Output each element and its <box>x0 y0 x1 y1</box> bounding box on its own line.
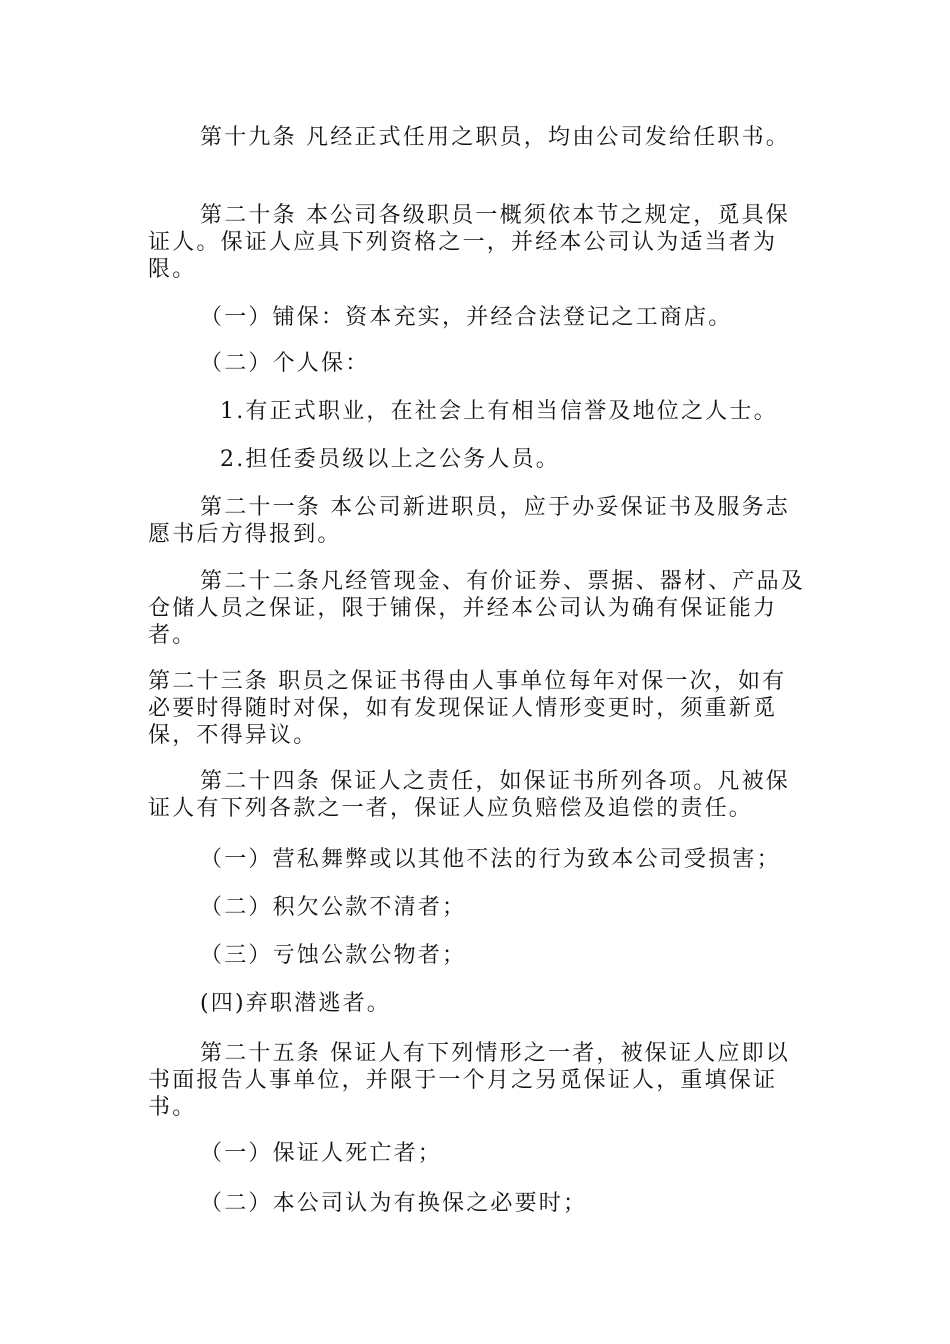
article-20-item-2: （二）个人保： <box>200 351 370 376</box>
article-20: 第二十条 本公司各级职员一概须依本节之规定，觅具保证人。保证人应具下列资格之一，并经本公司认为适当者为限。 <box>148 203 790 282</box>
article-25-item-2: （二）本公司认为有换保之必要时； <box>200 1191 588 1216</box>
article-19: 第十九条 凡经正式任用之职员，均由公司发给任职书。 <box>200 125 790 150</box>
article-24-item-3: （三）亏蚀公款公物者； <box>200 943 467 968</box>
article-24-item-1: （一）营私舞弊或以其他不法的行为致本公司受损害； <box>200 847 781 872</box>
article-20-item-1: （一）铺保：资本充实，并经合法登记之工商店。 <box>200 305 733 330</box>
article-21: 第二十一条 本公司新进职员，应于办妥保证书及服务志愿书后方得报到。 <box>148 495 790 547</box>
article-24-item-2: （二）积欠公款不清者； <box>200 895 467 920</box>
article-20-item-2-sub-1: 1.有正式职业，在社会上有相当信誉及地位之人士。 <box>220 399 778 424</box>
article-20-item-2-sub-2: 2.担任委员级以上之公务人员。 <box>220 447 560 472</box>
article-25: 第二十五条 保证人有下列情形之一者，被保证人应即以书面报告人事单位，并限于一个月之另觅保证人，重填保证书。 <box>148 1041 790 1120</box>
article-23: 第二十三条 职员之保证书得由人事单位每年对保一次，如有必要时得随时对保，如有发现保证人情形变更时，须重新觅保，不得异议。 <box>148 669 787 748</box>
article-22: 第二十二条凡经管现金、有价证券、票据、器材、产品及仓储人员之保证，限于铺保，并经本公司认为确有保证能力者。 <box>148 569 806 648</box>
article-24: 第二十四条 保证人之责任，如保证书所列各项。凡被保证人有下列各款之一者，保证人应负赔偿及追偿的责任。 <box>148 769 790 821</box>
article-24-item-4: (四)弃职潜逃者。 <box>200 991 391 1016</box>
article-25-item-1: （一）保证人死亡者； <box>200 1141 443 1166</box>
